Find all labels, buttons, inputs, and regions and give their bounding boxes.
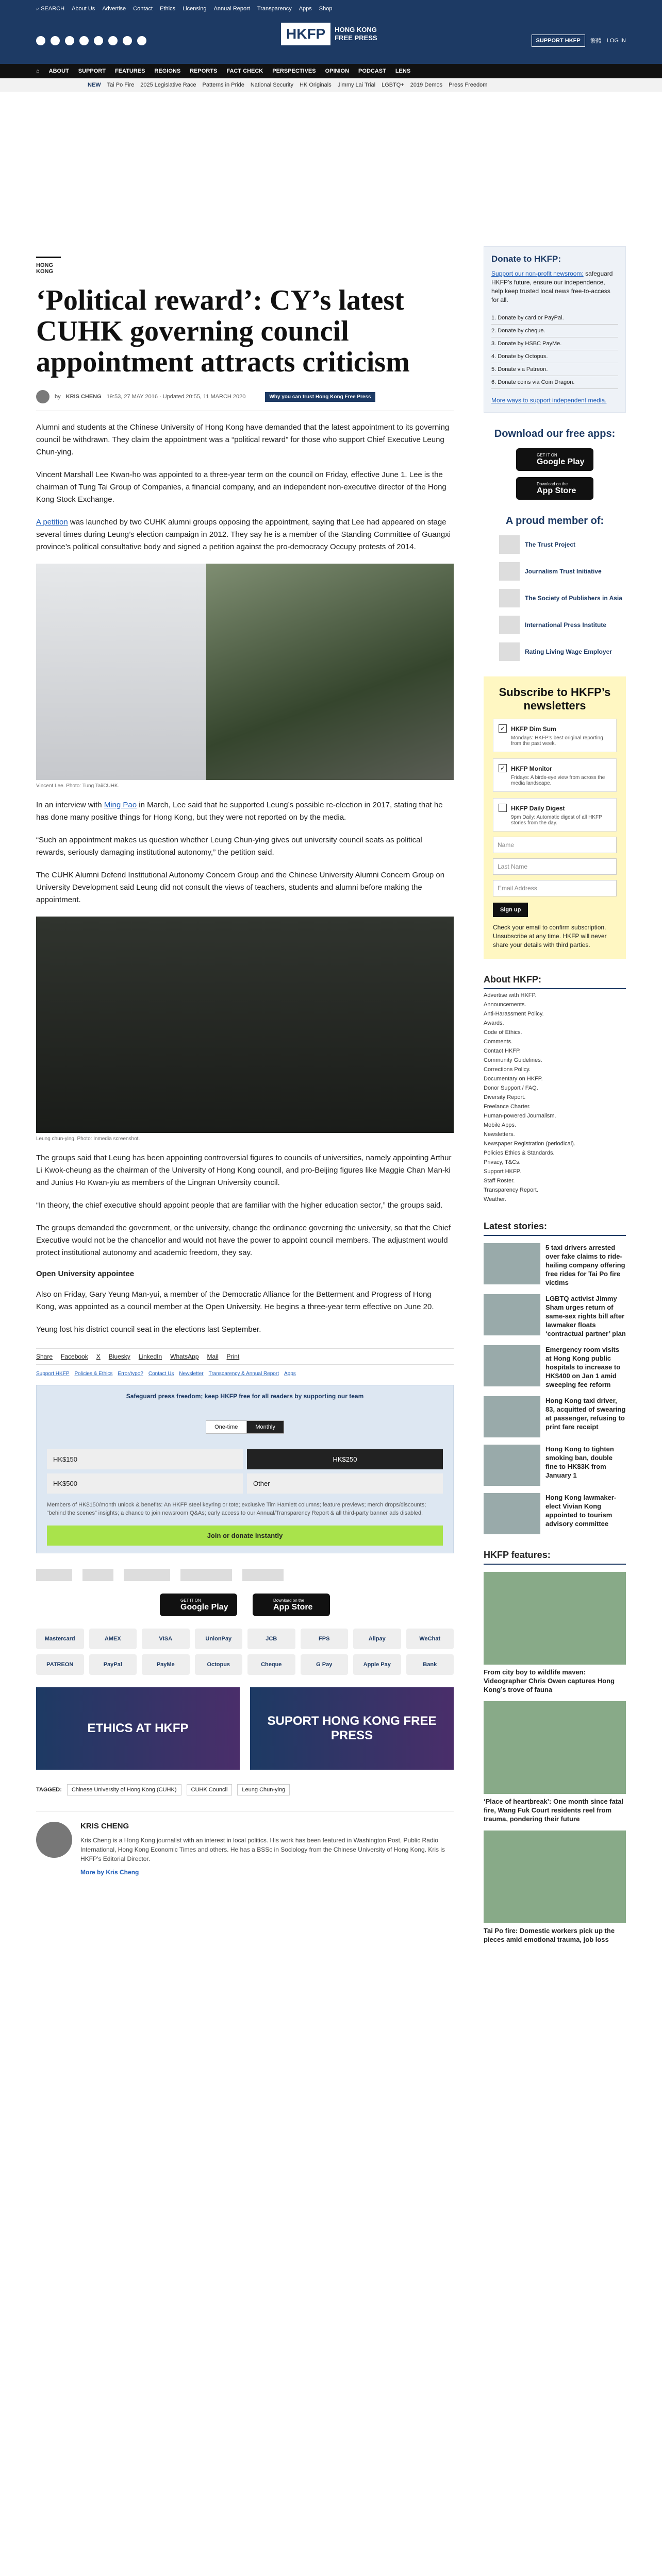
sopa-icon — [499, 589, 520, 607]
about-link[interactable]: Community Guidelines. — [484, 1057, 542, 1063]
about-link[interactable]: Freelance Charter. — [484, 1104, 531, 1110]
story-thumbnail — [484, 1243, 540, 1284]
features-block — [484, 1550, 626, 1944]
about-link[interactable]: Anti-Harassment Policy. — [484, 1011, 544, 1017]
search-button[interactable]: ⌕ SEARCH — [36, 5, 65, 12]
about-link[interactable]: Newsletters. — [484, 1131, 515, 1138]
trending-item[interactable]: 2019 Demos — [410, 82, 443, 88]
unionpay-icon[interactable]: UnionPay — [195, 1629, 243, 1649]
photo-caption-2: Leung chun-ying. Photo: Inmedia screenshot. — [36, 1136, 140, 1142]
share-whatsapp[interactable]: WhatsApp — [170, 1353, 199, 1360]
x-icon[interactable] — [51, 36, 60, 45]
name-field[interactable]: Name — [493, 837, 617, 853]
article — [36, 246, 454, 1876]
store-big: App Store — [273, 1602, 313, 1612]
newsletter-name: HKFP Monitor — [511, 765, 552, 772]
article-headline: ‘Political reward’: CY’s latest CUHK governing council appointment attracts criticism — [36, 284, 410, 378]
logo-line-2: FREE PRESS — [335, 34, 377, 42]
app-store-badge[interactable] — [253, 1594, 330, 1616]
top-link-annual-report[interactable]: Annual Report — [213, 6, 250, 12]
about-link[interactable]: Privacy, T&Cs. — [484, 1159, 521, 1165]
paragraph-11: Yeung lost his district council seat in the elections last September. — [36, 1325, 261, 1334]
story-thumbnail — [484, 1294, 540, 1335]
tag[interactable]: CUHK Council — [187, 1784, 233, 1795]
social-icons — [36, 36, 146, 45]
footer-link[interactable]: Contact Us — [148, 1371, 174, 1377]
last-name-field[interactable]: Last Name — [493, 858, 617, 875]
visa-icon[interactable]: VISA — [142, 1629, 190, 1649]
newsletter-option[interactable] — [493, 798, 617, 832]
apps-title: Download our free apps: — [494, 428, 616, 439]
about-link[interactable]: Donor Support / FAQ. — [484, 1085, 538, 1091]
about-link[interactable]: Code of Ethics. — [484, 1029, 522, 1036]
feature-image — [484, 1572, 626, 1665]
donate-option[interactable]: 5. Donate via Patreon. — [491, 363, 618, 376]
cheque-icon[interactable]: Cheque — [247, 1654, 295, 1675]
newsletter-desc: Mondays: HKFP’s best original reporting from the past week. — [511, 735, 603, 747]
about-link[interactable]: Documentary on HKFP. — [484, 1076, 543, 1082]
living-wage-logo[interactable] — [242, 1569, 284, 1581]
linkedin-icon[interactable] — [123, 36, 132, 45]
amount-option[interactable]: HK$150 — [47, 1449, 243, 1469]
donate-options — [491, 312, 618, 389]
nav-reports[interactable]: REPORTS — [190, 68, 218, 74]
about-link[interactable]: Policies Ethics & Standards. — [484, 1150, 555, 1156]
paragraph-4-end: in March, Lee said that he supported Leung’s possible re-election in 2017, stating that he has done many positive things for Hong Kong, but they were not reported on by the media. — [36, 801, 443, 822]
author-name[interactable]: KRIS CHENG — [80, 1822, 129, 1831]
feature-title: From city boy to wildlife maven: Videographer Chris Owen captures Hong Kong’s trove of fauna — [484, 1668, 615, 1693]
newsletter-box — [484, 676, 626, 959]
donate-option[interactable]: 1. Donate by card or PayPal. — [491, 312, 618, 325]
nav-home-icon[interactable]: ⌂ — [36, 68, 40, 74]
about-link[interactable]: Newspaper Registration (periodical). — [484, 1141, 575, 1147]
support-button[interactable]: SUPPORT HKFP — [532, 35, 585, 47]
share-print[interactable]: Print — [226, 1353, 240, 1360]
store-small: GET IT ON — [180, 1598, 201, 1603]
mastercard-icon[interactable]: Mastercard — [36, 1629, 84, 1649]
main-nav — [0, 64, 662, 78]
feature-image — [484, 1831, 626, 1923]
story-thumbnail — [484, 1345, 540, 1386]
photo-leung-chun-ying — [36, 917, 454, 1133]
about-link[interactable]: Awards. — [484, 1020, 504, 1026]
top-link-apps[interactable]: Apps — [299, 6, 312, 12]
email-field[interactable]: Email Address — [493, 880, 617, 896]
paragraph-1: Alumni and students at the Chinese University of Hong Kong have demanded that the latest appointment to its governing council be withdrawn. They claim the appointment was a “political reward” for those who support Chief Executive Leung Chun-ying. — [36, 423, 450, 456]
checkbox[interactable]: ✓ — [499, 764, 507, 772]
store-small: GET IT ON — [537, 452, 557, 457]
about-link[interactable]: Mobile Apps. — [484, 1122, 516, 1128]
feature-story[interactable] — [484, 1831, 626, 1944]
nav-fact-check[interactable]: FACT CHECK — [226, 68, 263, 74]
trending-item[interactable]: Press Freedom — [449, 82, 488, 88]
top-link-contact[interactable]: Contact — [133, 6, 153, 12]
donate-intro-link[interactable]: Support our non-profit newsroom: — [491, 270, 584, 277]
tags-label: TAGGED: — [36, 1787, 62, 1793]
header — [0, 18, 662, 64]
donate-box — [484, 246, 626, 413]
apps-block — [484, 428, 626, 500]
story-title: 5 taxi drivers arrested over fake claims to ride-hailing company offering free rides for Tai Po fire victims — [545, 1244, 625, 1286]
trending-item[interactable]: HK Originals — [299, 82, 332, 88]
nav-regions[interactable]: REGIONS — [154, 68, 181, 74]
member-item[interactable] — [484, 562, 626, 581]
feature-title: Tai Po fire: Domestic workers pick up the pieces amid emotional trauma, job loss — [484, 1927, 615, 1943]
author-avatar — [36, 390, 49, 403]
paragraph-3-text: was launched by two CUHK alumni groups opposing the appointment, saying that Lee had appeared on stage several times during Leung’s election campaign in 2012. They say he is a member of the Standing Committee of Guangxi province’s political consultative body and signed a petition against the pro-democracy Occupy protests of 2014. — [36, 518, 451, 551]
trending-item[interactable]: Jimmy Lai Trial — [337, 82, 376, 88]
byline-by: by — [55, 394, 61, 400]
donation-frequency-tabs — [47, 1420, 443, 1434]
donation-widget — [36, 1385, 454, 1553]
about-list — [484, 989, 626, 1206]
newsletter-name: HKFP Dim Sum — [511, 725, 556, 733]
about-block — [484, 974, 626, 1206]
member-name: Journalism Trust Initiative — [525, 568, 602, 575]
membership-logos — [36, 1569, 454, 1581]
paragraph-9: The groups demanded the government, or the university, change the ordinance governing the university, so that the Chief Executive would not be the chancellor and would not have the power to appoint council members. The adjustment would protect institutional autonomy and academic freedom, they say. — [36, 1224, 451, 1257]
about-link[interactable]: Contact HKFP. — [484, 1048, 521, 1054]
latest-title: Latest stories: — [484, 1221, 626, 1236]
telegram-icon[interactable] — [108, 36, 118, 45]
member-item[interactable] — [484, 589, 626, 607]
latest-story[interactable] — [484, 1345, 626, 1389]
newsletter-option[interactable] — [493, 719, 617, 752]
wechat-icon[interactable]: WeChat — [406, 1629, 454, 1649]
search-label: SEARCH — [41, 5, 65, 12]
octopus-icon[interactable]: Octopus — [195, 1654, 243, 1675]
nav-podcast[interactable]: PODCAST — [358, 68, 386, 74]
top-link-licensing[interactable]: Licensing — [183, 6, 207, 12]
paragraph-8: “In theory, the chief executive should appoint people that are familiar with the higher education sector,” the groups said. — [36, 1201, 443, 1210]
top-link-transparency[interactable]: Transparency — [257, 6, 292, 12]
support-banner[interactable]: SUPORT HONG KONG FREE PRESS — [250, 1687, 454, 1770]
jti-logo[interactable] — [82, 1569, 113, 1581]
article-footer-links — [36, 1371, 454, 1377]
byline-author[interactable]: KRIS CHENG — [65, 394, 102, 400]
sopa-logo[interactable] — [124, 1569, 170, 1581]
paragraph-2: Vincent Marshall Lee Kwan-ho was appointed to a three-year term on the council on Friday, effective June 1. Lee is the chairman of Tung Tai Group of Companies, a financial company, and an independent non-executive director of the Hong Kong Stock Exchange. — [36, 470, 446, 504]
member-name: Rating Living Wage Employer — [525, 648, 612, 655]
store-big: Google Play — [180, 1602, 228, 1612]
membership-benefits: Members of HK$150/month unlock & benefits: An HKFP steel keyring or tote; exclusive Tim Hamlett columns; feature previews; merch drops/discounts; “behind the scenes” insights; a chance to join newsroom Q&As; early access to our Annual/Transparency Report & all third-party banner ads disabled. — [47, 1502, 426, 1516]
join-button[interactable]: Join or donate instantly — [47, 1526, 443, 1546]
share-label: Share — [36, 1353, 53, 1360]
about-link[interactable]: Weather. — [484, 1196, 506, 1202]
about-link[interactable]: Support HKFP. — [484, 1168, 521, 1175]
google-play-badge[interactable] — [160, 1594, 237, 1616]
donation-amounts — [47, 1449, 443, 1494]
more-ways-link[interactable]: More ways to support independent media. — [491, 397, 607, 404]
member-name: The Trust Project — [525, 541, 576, 548]
member-name: International Press Institute — [525, 621, 607, 629]
feature-image — [484, 1701, 626, 1794]
amex-icon[interactable]: AMEX — [89, 1629, 137, 1649]
store-small: Download on the — [537, 481, 568, 486]
feature-story[interactable] — [484, 1701, 626, 1823]
paragraph-6: The CUHK Alumni Defend Institutional Autonomy Concern Group and the Chinese University Alumni Concern Group on University Development said Leung did not consult the views of teachers, students and alumni before making the appointment. — [36, 871, 445, 904]
newsletter-option[interactable] — [493, 758, 617, 792]
petition-link[interactable]: A petition — [36, 518, 68, 527]
living-wage-icon — [499, 642, 520, 661]
article-category[interactable]: HONG KONG — [36, 257, 61, 275]
trust-project-logo[interactable] — [36, 1569, 72, 1581]
share-mail[interactable]: Mail — [207, 1353, 219, 1360]
tags — [36, 1784, 454, 1795]
ming-pao-link[interactable]: Ming Pao — [104, 801, 137, 809]
payment-methods — [36, 1629, 454, 1675]
logo-mark: HKFP — [281, 23, 330, 45]
newsletter-title: Subscribe to HKFP’s newsletters — [499, 686, 611, 712]
store-big: Google Play — [537, 457, 585, 466]
fps-icon[interactable]: FPS — [301, 1629, 349, 1649]
amount-option-selected[interactable]: HK$250 — [247, 1449, 443, 1469]
donate-option[interactable]: 4. Donate by Octopus. — [491, 350, 618, 363]
checkbox[interactable]: ✓ — [499, 724, 507, 733]
nav-lens[interactable]: LENS — [395, 68, 411, 74]
tag[interactable]: Leung Chun-ying — [237, 1784, 290, 1795]
features-list — [484, 1572, 626, 1944]
paragraph-4 — [36, 799, 454, 824]
signup-button[interactable]: Sign up — [493, 903, 528, 917]
story-title: Hong Kong to tighten smoking ban, double fine to HK$3K from January 1 — [545, 1445, 614, 1479]
newsletter-name: HKFP Daily Digest — [511, 805, 565, 812]
nav-features[interactable]: FEATURES — [114, 68, 145, 74]
trending-item[interactable]: Tai Po Fire — [107, 82, 135, 88]
nav-about[interactable]: ABOUT — [48, 68, 69, 74]
sidebar-app-store-badge[interactable] — [516, 477, 593, 500]
about-link[interactable]: Comments. — [484, 1039, 513, 1045]
bank-icon[interactable]: Bank — [406, 1654, 454, 1675]
share-x[interactable]: X — [96, 1353, 101, 1360]
footer-link[interactable]: Policies & Ethics — [74, 1371, 113, 1377]
youtube-icon[interactable] — [94, 36, 103, 45]
top-link-advertise[interactable]: Advertise — [102, 6, 126, 12]
checkbox[interactable] — [499, 804, 507, 812]
member-item[interactable] — [484, 535, 626, 554]
cuhk-sign-image — [206, 564, 454, 780]
donate-intro-text: safeguard HKFP’s future, ensure our independence, help keep trusted local news free-to-access for all. — [491, 270, 613, 303]
apple-pay-icon[interactable]: Apple Pay — [353, 1654, 401, 1675]
payme-icon[interactable]: PayMe — [142, 1654, 190, 1675]
member-block — [484, 515, 626, 661]
top-link-shop[interactable]: Shop — [319, 6, 333, 12]
trending-item[interactable]: LGBTQ+ — [382, 82, 404, 88]
trending-item[interactable]: 2025 Legislative Race — [140, 82, 196, 88]
feature-title: ‘Place of heartbreak’: One month since fatal fire, Wang Fuk Court residents reel from trauma, pondering their future — [484, 1798, 623, 1823]
latest-story[interactable] — [484, 1243, 626, 1287]
paragraph-10: Also on Friday, Gary Yeung Man-yui, a member of the Democratic Alliance for the Betterment and Progress of Hong Kong, was appointed as a council member at the Open University. He begins a three-year term effective on June 20. — [36, 1290, 434, 1311]
about-link[interactable]: Staff Roster. — [484, 1178, 515, 1184]
byline — [36, 390, 454, 411]
nav-opinion[interactable]: OPINION — [325, 68, 350, 74]
ipi-icon — [499, 616, 520, 634]
story-title: Emergency room visits at Hong Kong public hospitals to increase to HK$400 on Jan 1 amid sweeping fee reform — [545, 1346, 621, 1388]
ethics-banner[interactable]: ETHICS AT HKFP — [36, 1687, 240, 1770]
jti-icon — [499, 562, 520, 581]
trending-bar — [0, 78, 662, 92]
story-title: Hong Kong lawmaker-elect Vivian Kong appointed to tourism advisory committee — [545, 1494, 617, 1528]
member-item[interactable] — [484, 616, 626, 634]
author-box — [36, 1811, 454, 1876]
nav-perspectives[interactable]: PERSPECTIVES — [272, 68, 316, 74]
story-title: LGBTQ activist Jimmy Sham urges return of same-sex rights bill after lawmaker floats ‘contractual partner’ plan — [545, 1295, 626, 1337]
amount-option-other[interactable]: Other — [247, 1473, 443, 1494]
about-title: About HKFP: — [484, 974, 626, 989]
trending-item[interactable]: National Security — [250, 82, 293, 88]
story-title: Hong Kong taxi driver, 83, acquitted of swearing at passenger, refusing to print fare receipt — [545, 1397, 626, 1431]
store-small: Download on the — [273, 1598, 305, 1603]
about-link[interactable]: Corrections Policy. — [484, 1066, 531, 1073]
story-thumbnail — [484, 1396, 540, 1437]
trust-badge[interactable]: Why you can trust Hong Kong Free Press — [265, 392, 375, 402]
donate-option[interactable]: 3. Donate by HSBC PayMe. — [491, 337, 618, 350]
photo-caption-1: Vincent Lee. Photo: Tung Tai/CUHK. — [36, 783, 120, 789]
language-switch[interactable]: 繁體 — [590, 38, 602, 44]
donation-headline: Safeguard press freedom; keep HKFP free for all readers by supporting our team — [126, 1393, 364, 1400]
donate-option[interactable]: 6. Donate coins via Coin Dragon. — [491, 376, 618, 389]
sidebar-google-play-badge[interactable] — [516, 448, 593, 471]
trust-project-icon — [499, 535, 520, 554]
donate-intro — [491, 269, 618, 304]
store-big: App Store — [537, 486, 576, 495]
about-link[interactable]: Diversity Report. — [484, 1094, 526, 1100]
latest-stories — [484, 1221, 626, 1534]
patreon-icon[interactable]: PATREON — [36, 1654, 84, 1675]
top-strip — [0, 0, 662, 18]
latest-list — [484, 1243, 626, 1534]
trending-label: NEW — [88, 82, 101, 88]
google-pay-icon[interactable]: G Pay — [301, 1654, 349, 1675]
feature-story[interactable] — [484, 1572, 626, 1694]
site-logo[interactable] — [281, 23, 377, 45]
threads-icon[interactable] — [79, 36, 89, 45]
member-name: The Society of Publishers in Asia — [525, 595, 622, 602]
section-subhead: Open University appointee — [36, 1269, 135, 1278]
top-link-ethics[interactable]: Ethics — [160, 6, 176, 12]
donate-option[interactable]: 2. Donate by cheque. — [491, 325, 618, 337]
latest-story[interactable] — [484, 1493, 626, 1534]
photo-vincent-lee — [36, 564, 454, 780]
jcb-icon[interactable]: JCB — [247, 1629, 295, 1649]
latest-story[interactable] — [484, 1396, 626, 1437]
portrait-image — [36, 564, 206, 780]
ipi-logo[interactable] — [180, 1569, 232, 1581]
share-linkedin[interactable]: LinkedIn — [138, 1353, 162, 1360]
about-link[interactable]: Human-powered Journalism. — [484, 1113, 556, 1119]
newsletter-desc: Fridays: A birds-eye view from across the media landscape. — [511, 775, 605, 786]
rss-icon[interactable] — [137, 36, 146, 45]
paragraph-4-start: In an interview with — [36, 801, 104, 809]
about-link[interactable]: Announcements. — [484, 1002, 526, 1008]
tab-one-time[interactable]: One-time — [206, 1420, 246, 1434]
author-photo — [36, 1822, 72, 1858]
paragraph-3 — [36, 516, 454, 553]
logo-line-1: HONG KONG — [335, 26, 377, 33]
footer-link[interactable]: Newsletter — [179, 1371, 204, 1377]
footer-link[interactable]: Support HKFP — [36, 1371, 70, 1377]
member-title: A proud member of: — [505, 515, 604, 527]
latest-story[interactable] — [484, 1445, 626, 1486]
amount-option[interactable]: HK$500 — [47, 1473, 243, 1494]
footer-link[interactable]: Transparency & Annual Report — [208, 1371, 279, 1377]
sidebar — [484, 246, 626, 1944]
latest-story[interactable] — [484, 1294, 626, 1338]
facebook-icon[interactable] — [36, 36, 45, 45]
promo-banners — [36, 1687, 454, 1770]
tab-monthly[interactable]: Monthly — [246, 1420, 284, 1434]
more-by-author-link[interactable]: More by Kris Cheng — [80, 1869, 139, 1876]
footer-link[interactable]: Error/typo? — [118, 1371, 143, 1377]
about-link[interactable]: Transparency Report. — [484, 1187, 538, 1193]
trending-item[interactable]: Patterns in Pride — [202, 82, 244, 88]
story-thumbnail — [484, 1445, 540, 1486]
footer-link[interactable]: Apps — [284, 1371, 296, 1377]
member-item[interactable] — [484, 642, 626, 661]
share-facebook[interactable]: Facebook — [61, 1353, 88, 1360]
paypal-icon[interactable]: PayPal — [89, 1654, 137, 1675]
donate-title: Donate to HKFP: — [491, 254, 561, 264]
byline-dates: 19:53, 27 MAY 2016 · Updated 20:55, 11 MARCH 2020 — [106, 394, 246, 400]
author-bio: Kris Cheng is a Hong Kong journalist with an interest in local politics. His work has been featured in Washington Post, Public Radio International, Hong Kong Economic Times and others. He has a BSSc in Sociology from the Chinese University of Hong Kong. Kris is HKFP’s Editorial Director. — [80, 1837, 445, 1862]
paragraph-5: “Such an appointment makes us question whether Leung Chun-ying gives out university council seats as political rewards, seriously damaging institutional autonomy,” the petition said. — [36, 836, 422, 857]
tag[interactable]: Chinese University of Hong Kong (CUHK) — [67, 1784, 181, 1795]
login-link[interactable]: LOG IN — [606, 38, 626, 44]
top-link-about[interactable]: About Us — [72, 6, 95, 12]
newsletter-note: Check your email to confirm subscription. Unsubscribe at any time. HKFP will never share your details with third parties. — [493, 924, 607, 948]
about-link[interactable]: Advertise with HKFP. — [484, 992, 537, 998]
share-bar — [36, 1348, 454, 1365]
newsletter-desc: 9pm Daily: Automatic digest of all HKFP stories from the day. — [511, 815, 602, 826]
features-title: HKFP features: — [484, 1550, 626, 1565]
nav-support[interactable]: SUPPORT — [78, 68, 106, 74]
app-store-badges — [36, 1594, 454, 1616]
alipay-icon[interactable]: Alipay — [353, 1629, 401, 1649]
instagram-icon[interactable] — [65, 36, 74, 45]
share-bluesky[interactable]: Bluesky — [108, 1353, 130, 1360]
story-thumbnail — [484, 1493, 540, 1534]
paragraph-7: The groups said that Leung has been appointing controversial figures to councils of universities, namely appointing Arthur Li Kwok-cheung as the chairman of the University of Hong Kong council, and pro-Beijing figures like Maggie Chan Man-ki and Junius Ho Kwan-yiu as members of the Lingnan University council. — [36, 1154, 452, 1187]
